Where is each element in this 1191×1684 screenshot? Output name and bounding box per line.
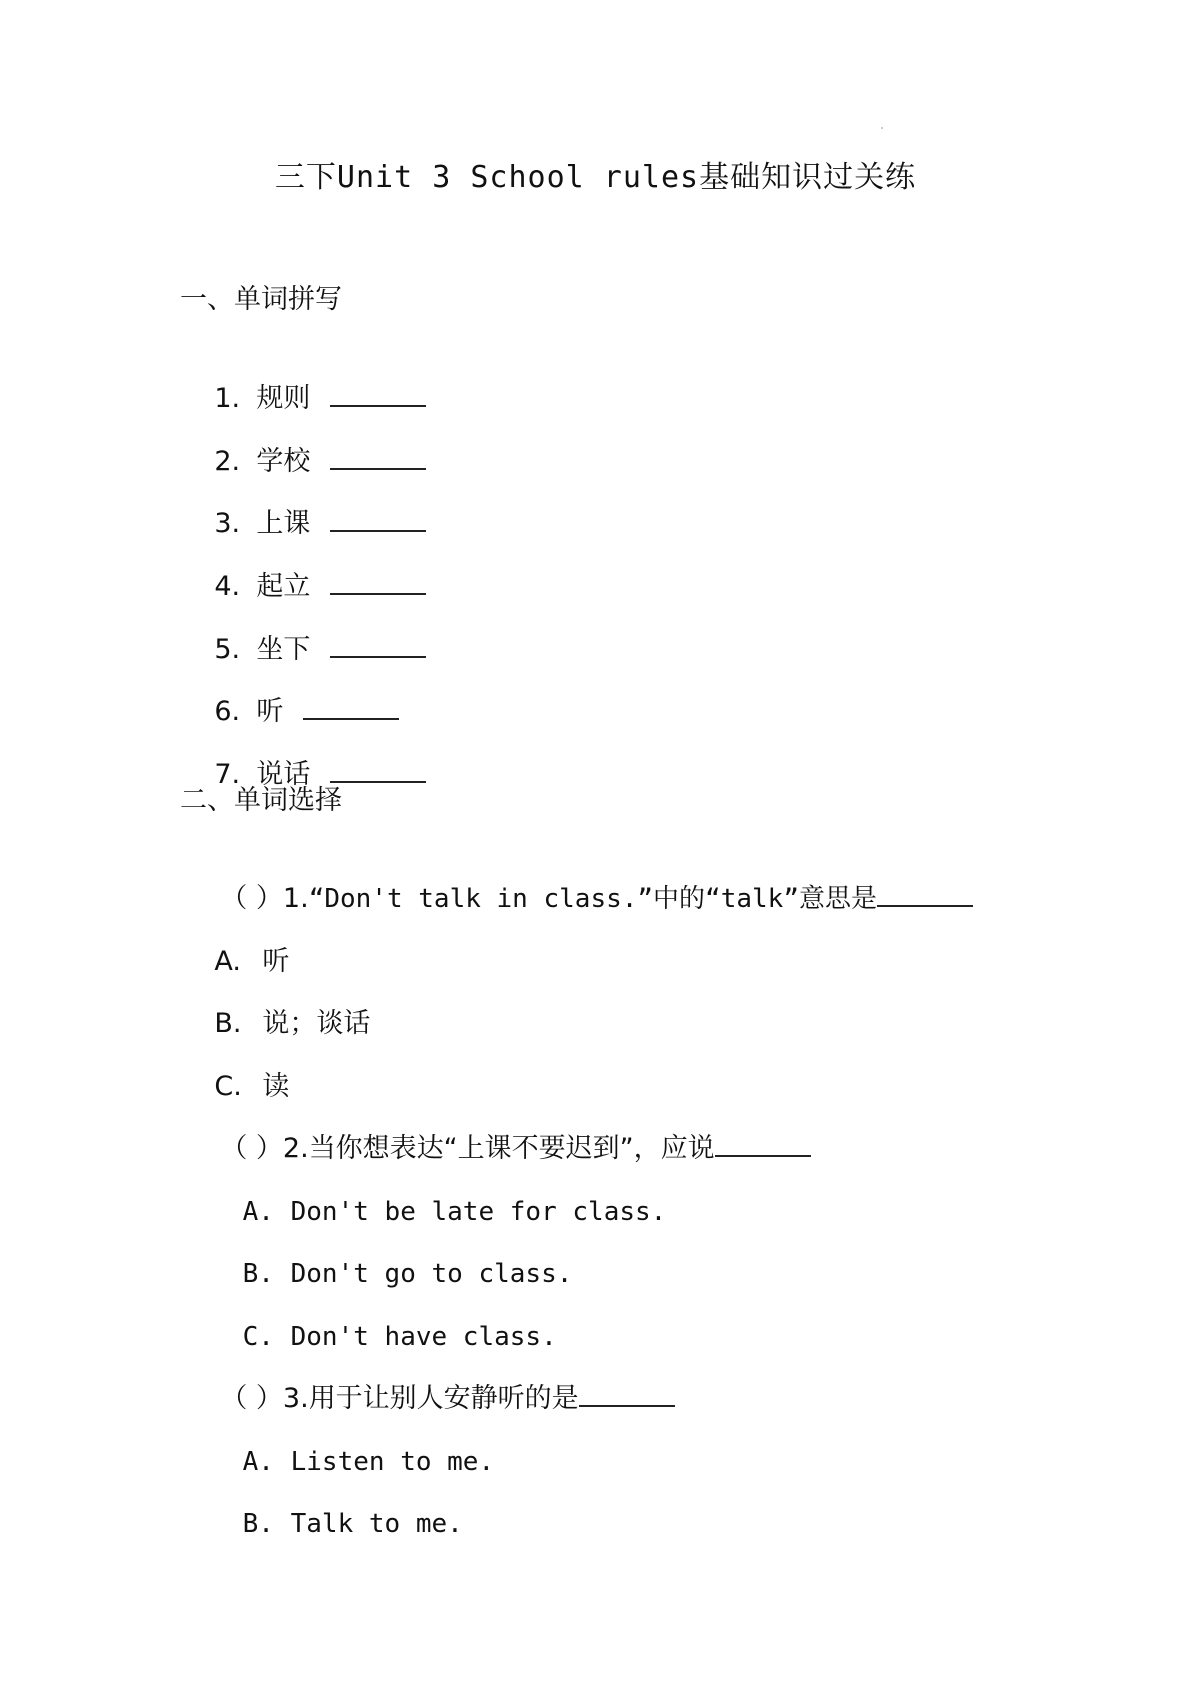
answer-blank[interactable] — [330, 634, 426, 658]
option-letter: B. — [214, 1008, 242, 1039]
item-prompt: 说话 — [256, 759, 311, 790]
item-number: 1. — [214, 383, 241, 414]
question-stem: “Don't talk in class.”中的“talk”意思是 — [308, 884, 877, 914]
answer-blank[interactable] — [330, 571, 426, 595]
item-number: 7. — [214, 759, 241, 790]
option-letter: A. — [214, 946, 241, 977]
item-prompt: 上课 — [256, 508, 311, 539]
option-text: 读 — [262, 1071, 290, 1102]
item-prompt: 规则 — [256, 383, 311, 414]
answer-bracket[interactable]: （ ）3. — [220, 1383, 309, 1414]
answer-blank[interactable] — [330, 446, 426, 470]
option-letter: B. — [242, 1509, 274, 1539]
option-text: Listen to me. — [290, 1447, 495, 1477]
item-number: 3. — [214, 508, 241, 539]
option-text: 听 — [262, 946, 290, 977]
page-title: 三下Unit 3 School rules基础知识过关练 — [274, 160, 917, 195]
option-text: Talk to me. — [290, 1509, 463, 1539]
option-letter: B. — [242, 1259, 274, 1289]
option-text: 说；谈话 — [262, 1008, 371, 1039]
answer-blank[interactable] — [330, 383, 426, 407]
answer-blank[interactable] — [303, 696, 399, 720]
option-text: Don't have class. — [290, 1322, 557, 1352]
answer-blank[interactable] — [579, 1383, 675, 1407]
option-letter: C. — [242, 1322, 274, 1352]
item-prompt: 坐下 — [256, 634, 311, 665]
answer-bracket[interactable]: （ ）1. — [220, 883, 309, 914]
item-number: 2. — [214, 446, 241, 477]
question-stem: 用于让别人安静听的是 — [308, 1383, 579, 1414]
option-letter: A. — [242, 1197, 274, 1227]
choice-question-1 — [186, 845, 973, 953]
option-letter: A. — [242, 1447, 274, 1477]
section-heading-spelling: 一、单词拼写 — [180, 284, 342, 315]
answer-blank[interactable] — [330, 508, 426, 532]
item-prompt: 听 — [256, 696, 284, 727]
answer-blank[interactable] — [330, 759, 426, 783]
scan-speck — [881, 127, 883, 129]
option-text: Don't go to class. — [290, 1259, 573, 1289]
item-number: 4. — [214, 571, 241, 602]
item-number: 6. — [214, 696, 241, 727]
item-prompt: 学校 — [256, 446, 311, 477]
q3-option-b[interactable] — [180, 1470, 463, 1578]
section-heading-choice: 二、单词选择 — [180, 785, 342, 816]
option-letter: C. — [214, 1071, 242, 1102]
question-stem: 当你想表达“上课不要迟到”，应说 — [308, 1133, 715, 1164]
answer-blank[interactable] — [877, 883, 973, 907]
option-text: Don't be late for class. — [290, 1197, 667, 1227]
item-prompt: 起立 — [256, 571, 311, 602]
answer-blank[interactable] — [715, 1133, 811, 1157]
item-number: 5. — [214, 634, 241, 665]
answer-bracket[interactable]: （ ）2. — [220, 1133, 309, 1164]
